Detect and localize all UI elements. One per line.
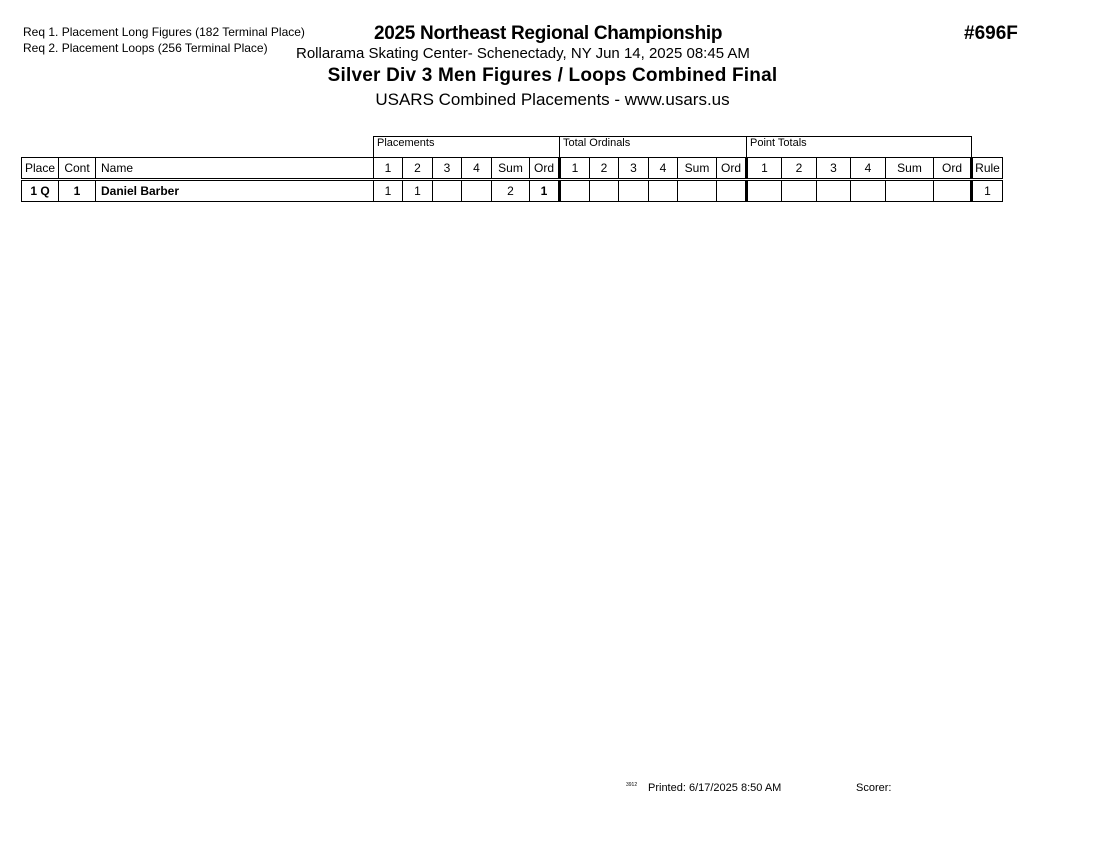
skater-name-cell: Daniel Barber [96, 179, 374, 201]
point-totals-group-header: Point Totals [747, 137, 972, 158]
report-code: 3912 [626, 782, 638, 788]
points-4-cell [851, 179, 886, 201]
points-3-cell [817, 179, 851, 201]
placement-sum-cell: 2 [492, 179, 530, 201]
ordinal-1-cell [560, 179, 590, 201]
rule-cell: 1 [972, 179, 1003, 201]
ordinal-ord-cell [717, 179, 747, 201]
placements-group-header: Placements [374, 137, 560, 158]
points-sum-cell [886, 179, 934, 201]
col-points-sum: Sum [886, 157, 934, 179]
placement-ord-cell: 1 [530, 179, 560, 201]
page-subtitle: USARS Combined Placements - www.usars.us [375, 90, 730, 109]
column-header-row [22, 157, 1003, 179]
table-row [22, 179, 1003, 201]
ordinal-3-cell [619, 179, 649, 201]
group-header-row [22, 137, 1003, 158]
col-name: Name [96, 157, 374, 179]
event-number: #696F [964, 23, 1018, 44]
page-title: Silver Div 3 Men Figures / Loops Combined Final [327, 65, 778, 86]
requirement-1: Req 1. Placement Long Figures (182 Terminal Place) [23, 25, 305, 39]
col-points-1: 1 [747, 157, 782, 179]
col-ordinal-4: 4 [649, 157, 678, 179]
requirement-2: Req 2. Placement Loops (256 Terminal Place) [23, 41, 268, 55]
placement-1-cell: 1 [374, 179, 403, 201]
col-cont: Cont [59, 157, 96, 179]
scorer-label: Scorer: [856, 782, 892, 794]
col-points-3: 3 [817, 157, 851, 179]
place-cell: 1 Q [22, 179, 59, 201]
col-ordinal-sum: Sum [678, 157, 717, 179]
col-placement-4: 4 [462, 157, 492, 179]
cont-cell: 1 [59, 179, 96, 201]
placement-4-cell [462, 179, 492, 201]
points-ord-cell [934, 179, 972, 201]
col-placement-ord: Ord [530, 157, 560, 179]
results-table [21, 136, 1003, 202]
placement-3-cell [433, 179, 462, 201]
placement-2-cell: 1 [403, 179, 433, 201]
col-points-2: 2 [782, 157, 817, 179]
venue-date: Rollarama Skating Center- Schenectady, NY Jun 14, 2025 08:45 AM [296, 45, 750, 62]
points-1-cell [747, 179, 782, 201]
ordinal-sum-cell [678, 179, 717, 201]
col-placement-1: 1 [374, 157, 403, 179]
ordinal-2-cell [590, 179, 619, 201]
col-points-4: 4 [851, 157, 886, 179]
col-points-ord: Ord [934, 157, 972, 179]
event-title: 2025 Northeast Regional Championship [374, 23, 723, 44]
col-place: Place [22, 157, 59, 179]
col-ordinal-2: 2 [590, 157, 619, 179]
total-ordinals-group-header: Total Ordinals [560, 137, 747, 158]
col-rule: Rule [972, 157, 1003, 179]
ordinal-4-cell [649, 179, 678, 201]
col-placement-sum: Sum [492, 157, 530, 179]
col-placement-3: 3 [433, 157, 462, 179]
points-2-cell [782, 179, 817, 201]
col-ordinal-ord: Ord [717, 157, 747, 179]
col-ordinal-1: 1 [560, 157, 590, 179]
printed-timestamp: Printed: 6/17/2025 8:50 AM [648, 782, 782, 794]
col-ordinal-3: 3 [619, 157, 649, 179]
col-placement-2: 2 [403, 157, 433, 179]
